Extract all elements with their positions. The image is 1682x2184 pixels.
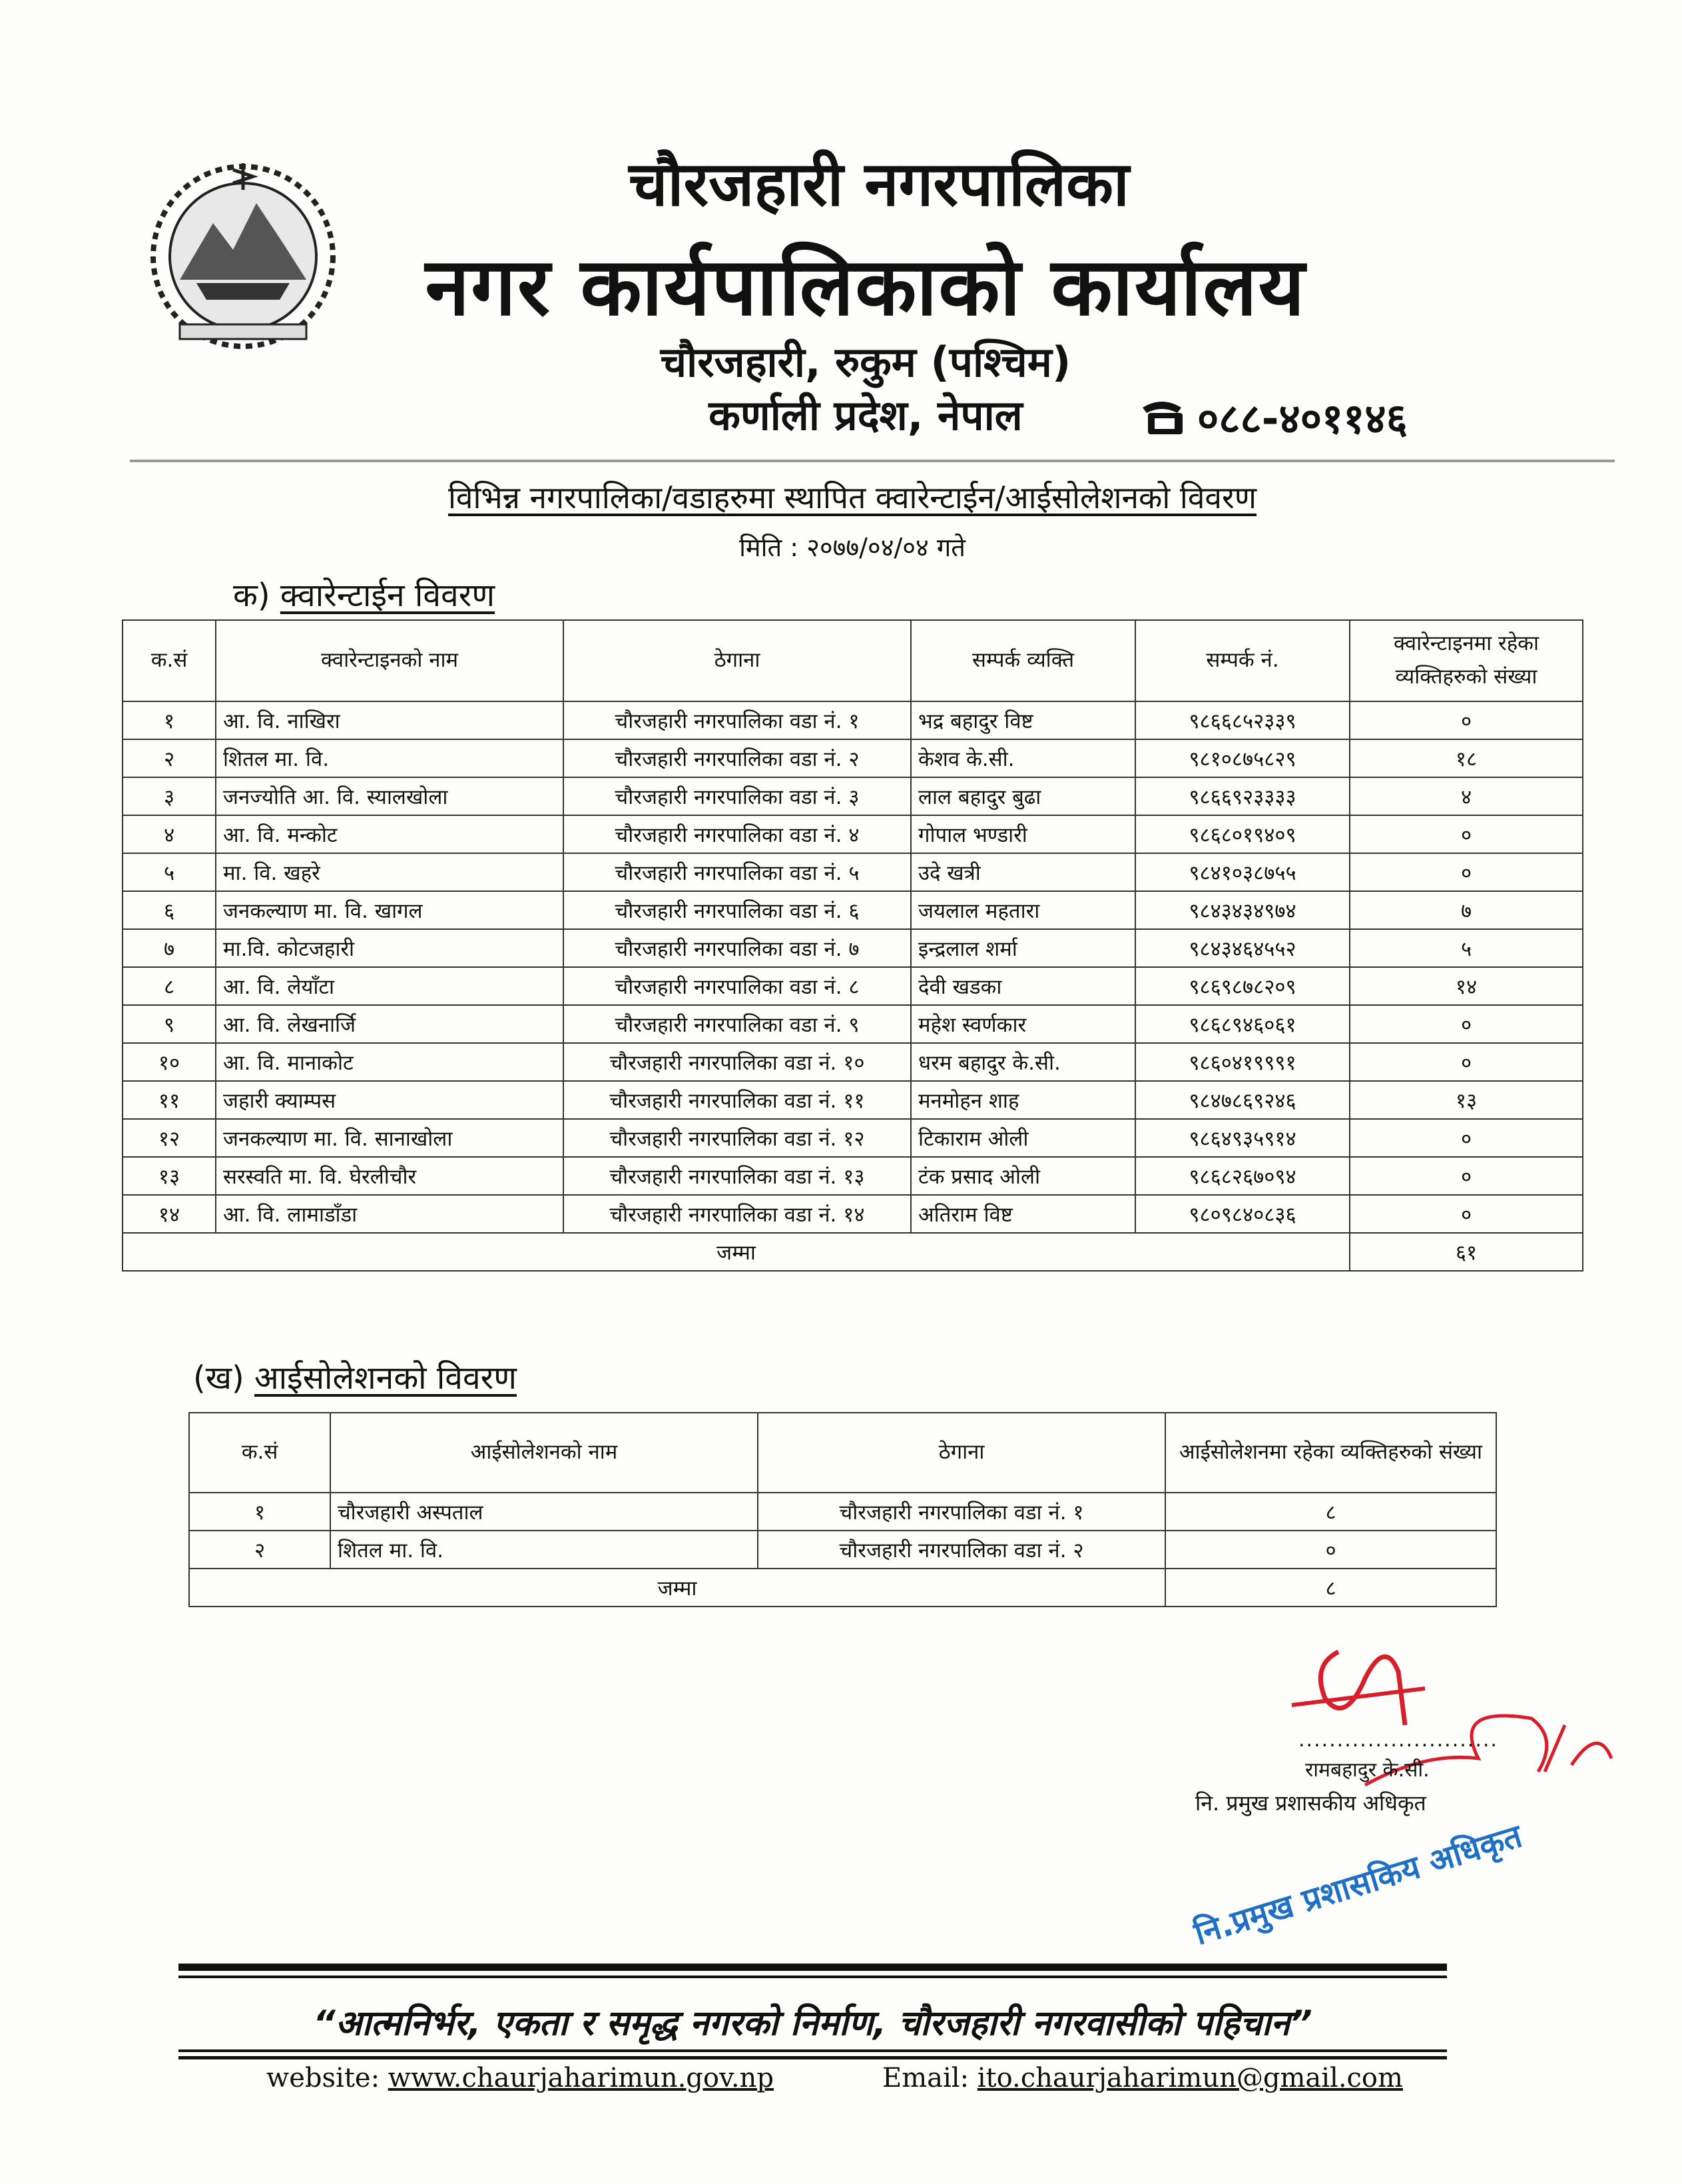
table-cell: चौरजहारी नगरपालिका वडा नं. २ [758, 1531, 1165, 1569]
address-line-2: कर्णाली प्रदेश, नेपाल [708, 391, 1023, 440]
table-cell: चौरजहारी नगरपालिका वडा नं. ८ [563, 967, 911, 1005]
table-cell: जम्मा [189, 1569, 1165, 1607]
table-cell: १ [123, 701, 216, 739]
table-cell: ४ [123, 815, 216, 853]
footer-divider [178, 1964, 1447, 1971]
table-cell: चौरजहारी नगरपालिका वडा नं. ७ [563, 929, 911, 967]
table-cell: जहारी क्याम्पस [216, 1081, 563, 1119]
table-cell: चौरजहारी नगरपालिका वडा नं. १३ [563, 1157, 911, 1195]
office-name: नगर कार्यपालिकाको कार्यालय [425, 241, 1306, 334]
table-cell: ० [1350, 853, 1583, 891]
email-link[interactable]: ito.chaurjaharimun@gmail.com [977, 2063, 1403, 2093]
column-header: ठेगाना [563, 620, 911, 701]
table-cell: ९८६८०१९४०९ [1135, 815, 1350, 853]
total-row [123, 1233, 1583, 1271]
table-cell: ९८६८९४६०६१ [1135, 1005, 1350, 1043]
table-cell: आ. वि. मन्कोट [216, 815, 563, 853]
table-cell: केशव के.सी. [911, 739, 1135, 777]
table-cell: ९८६४९३५९१४ [1135, 1119, 1350, 1157]
table-cell: ९८६६८५२३३९ [1135, 701, 1350, 739]
table-cell: ० [1350, 1043, 1583, 1081]
table-cell: महेश स्वर्णकार [911, 1005, 1135, 1043]
website-block [266, 2063, 774, 2093]
table-cell: जयलाल महतारा [911, 891, 1135, 929]
table-header-row [189, 1413, 1496, 1493]
table-cell: ६१ [1350, 1233, 1583, 1271]
table-cell: लाल बहादुर बुढा [911, 777, 1135, 815]
table-cell: ० [1350, 701, 1583, 739]
table-cell: आ. वि. लेखनार्जि [216, 1005, 563, 1043]
table-row [123, 1195, 1583, 1233]
table-cell: २ [123, 739, 216, 777]
document-subject: विभिन्न नगरपालिका/वडाहरुमा स्थापित क्वारेन्टाईन/आईसोलेशनको विवरण [447, 480, 1257, 516]
table-cell: ० [1350, 1195, 1583, 1233]
table-row [123, 815, 1583, 853]
table-cell: चौरजहारी नगरपालिका वडा नं. ५ [563, 853, 911, 891]
quarantine-heading: क) क्वारेन्टाईन विवरण [233, 577, 495, 614]
address-line-1: चौरजहारी, रुकुम (पश्चिम) [660, 338, 1071, 386]
table-cell: ९ [123, 1005, 216, 1043]
table-row [123, 1081, 1583, 1119]
table-row [123, 1043, 1583, 1081]
quarantine-table [122, 619, 1583, 1272]
table-cell: १४ [123, 1195, 216, 1233]
table-cell: ९८४३४६४५५२ [1135, 929, 1350, 967]
table-cell: धरम बहादुर के.सी. [911, 1043, 1135, 1081]
signatory-title: नि. प्रमुख प्रशासकीय अधिकृत [1195, 1790, 1426, 1816]
table-cell: ७ [1350, 891, 1583, 929]
table-cell: ९८६८२६७०९४ [1135, 1157, 1350, 1195]
table-cell: शितल मा. वि. [216, 739, 563, 777]
table-row [189, 1531, 1496, 1569]
isolation-heading: (ख) आईसोलेशनको विवरण [193, 1359, 517, 1397]
table-row [123, 777, 1583, 815]
municipality-name: चौरजहारी नगरपालिका [629, 149, 1129, 220]
signatory-name: रामबहादुर के.सी. [1305, 1758, 1430, 1782]
table-cell: भद्र बहादुर विष्ट [911, 701, 1135, 739]
table-cell: ११ [123, 1081, 216, 1119]
phone-block [1139, 390, 1408, 446]
table-cell: उदे खत्री [911, 853, 1135, 891]
table-cell: गोपाल भण्डारी [911, 815, 1135, 853]
table-cell: चौरजहारी नगरपालिका वडा नं. १ [758, 1493, 1165, 1531]
table-cell: चौरजहारी नगरपालिका वडा नं. ४ [563, 815, 911, 853]
table-cell: चौरजहारी नगरपालिका वडा नं. १४ [563, 1195, 911, 1233]
document-date: मिति : २०७७/०४/०४ गते [739, 533, 966, 562]
table-cell: ९८६०४१९९९१ [1135, 1043, 1350, 1081]
table-cell: १२ [123, 1119, 216, 1157]
header-divider [130, 460, 1615, 462]
table-cell: ८ [1165, 1569, 1496, 1607]
isolation-table [188, 1412, 1497, 1607]
signature-line: .......................... [1298, 1728, 1498, 1752]
table-row [123, 739, 1583, 777]
total-row [189, 1569, 1496, 1607]
email-label: Email: [882, 2063, 970, 2093]
table-cell: चौरजहारी नगरपालिका वडा नं. २ [563, 739, 911, 777]
table-cell: १८ [1350, 739, 1583, 777]
table-cell: इन्द्रलाल शर्मा [911, 929, 1135, 967]
table-cell: चौरजहारी नगरपालिका वडा नं. ३ [563, 777, 911, 815]
table-cell: ० [1350, 1119, 1583, 1157]
table-cell: जनकल्याण मा. वि. सानाखोला [216, 1119, 563, 1157]
table-cell: टिकाराम ओली [911, 1119, 1135, 1157]
table-row [123, 1157, 1583, 1195]
table-row [123, 1119, 1583, 1157]
column-header: सम्पर्क व्यक्ति [911, 620, 1135, 701]
table-row [123, 967, 1583, 1005]
table-cell: अतिराम विष्ट [911, 1195, 1135, 1233]
column-header: क्वारेन्टाइनको नाम [216, 620, 563, 701]
footer-motto: “आत्मनिर्भर, एकता र समृद्ध नगरको निर्माण, चौरजहारी नगरवासीको पहिचान” [313, 2003, 1312, 2043]
table-cell: ० [1350, 1157, 1583, 1195]
table-cell: चौरजहारी नगरपालिका वडा नं. १ [563, 701, 911, 739]
footer-divider [178, 1976, 1447, 1978]
table-cell: ० [1165, 1531, 1496, 1569]
table-cell: १३ [123, 1157, 216, 1195]
table-cell: आ. वि. लेयाँटा [216, 967, 563, 1005]
column-header: आईसोलेशनको नाम [330, 1413, 758, 1493]
table-cell: ६ [123, 891, 216, 929]
table-cell: चौरजहारी नगरपालिका वडा नं. ११ [563, 1081, 911, 1119]
table-row [123, 853, 1583, 891]
table-cell: ९८६६९२३३३३ [1135, 777, 1350, 815]
table-cell: ८ [123, 967, 216, 1005]
telephone-icon [1139, 398, 1185, 437]
table-cell: ५ [1350, 929, 1583, 967]
footer-divider [178, 2049, 1447, 2052]
table-cell: ५ [123, 853, 216, 891]
table-cell: शितल मा. वि. [330, 1531, 758, 1569]
table-cell: ० [1350, 815, 1583, 853]
table-cell: मा.वि. कोटजहारी [216, 929, 563, 967]
table-cell: ९८१०८७५८२९ [1135, 739, 1350, 777]
table-cell: आ. वि. लामाडाँडा [216, 1195, 563, 1233]
table-cell: ४ [1350, 777, 1583, 815]
table-cell: चौरजहारी नगरपालिका वडा नं. १० [563, 1043, 911, 1081]
table-cell: १४ [1350, 967, 1583, 1005]
table-cell: १० [123, 1043, 216, 1081]
table-row [123, 701, 1583, 739]
table-cell: १ [189, 1493, 330, 1531]
website-label: website: [266, 2063, 380, 2093]
table-cell: ० [1350, 1005, 1583, 1043]
table-cell: टंक प्रसाद ओली [911, 1157, 1135, 1195]
table-cell: ९८४१०३८७५५ [1135, 853, 1350, 891]
table-cell: ९८४७८६९२४६ [1135, 1081, 1350, 1119]
table-cell: जनकल्याण मा. वि. खागल [216, 891, 563, 929]
column-header: ठेगाना [758, 1413, 1165, 1493]
phone-number: ०८८-४०११४६ [1197, 394, 1408, 443]
column-header: आईसोलेशनमा रहेका व्यक्तिहरुको संख्या [1165, 1413, 1496, 1493]
table-row [189, 1493, 1496, 1531]
column-header: क.सं [189, 1413, 330, 1493]
table-cell: ९८४३४३४९७४ [1135, 891, 1350, 929]
table-cell: २ [189, 1531, 330, 1569]
table-cell: मा. वि. खहरे [216, 853, 563, 891]
table-row [123, 1005, 1583, 1043]
table-cell: सरस्वति मा. वि. घेरलीचौर [216, 1157, 563, 1195]
table-cell: चौरजहारी नगरपालिका वडा नं. १२ [563, 1119, 911, 1157]
website-link[interactable]: www.chaurjaharimun.gov.np [388, 2063, 774, 2093]
official-stamp [1192, 1792, 1565, 1958]
column-header: सम्पर्क नं. [1135, 620, 1350, 701]
nepal-emblem-icon [133, 150, 353, 356]
table-cell: ९८०९८४०८३६ [1135, 1195, 1350, 1233]
table-cell: चौरजहारी नगरपालिका वडा नं. ६ [563, 891, 911, 929]
table-cell: चौरजहारी नगरपालिका वडा नं. ९ [563, 1005, 911, 1043]
footer-divider [178, 2056, 1447, 2059]
email-block [882, 2063, 1403, 2093]
table-cell: जम्मा [123, 1233, 1350, 1271]
table-cell: जनज्योति आ. वि. स्यालखोला [216, 777, 563, 815]
table-header-row [123, 620, 1583, 701]
column-header: क्वारेन्टाइनमा रहेका व्यक्तिहरुको संख्या [1350, 620, 1583, 701]
column-header: क.सं [123, 620, 216, 701]
table-row [123, 929, 1583, 967]
table-cell: मनमोहन शाह [911, 1081, 1135, 1119]
table-cell: १३ [1350, 1081, 1583, 1119]
table-cell: ३ [123, 777, 216, 815]
table-cell: चौरजहारी अस्पताल [330, 1493, 758, 1531]
table-cell: आ. वि. नाखिरा [216, 701, 563, 739]
table-cell: देवी खडका [911, 967, 1135, 1005]
table-cell: ८ [1165, 1493, 1496, 1531]
table-cell: ७ [123, 929, 216, 967]
table-cell: ९८६९८७८२०९ [1135, 967, 1350, 1005]
svg-text:नि.प्रमुख प्रशासकिय अधिकृत: नि.प्रमुख प्रशासकिय अधिकृत [1192, 1817, 1527, 1953]
table-row [123, 891, 1583, 929]
table-cell: आ. वि. मानाकोट [216, 1043, 563, 1081]
